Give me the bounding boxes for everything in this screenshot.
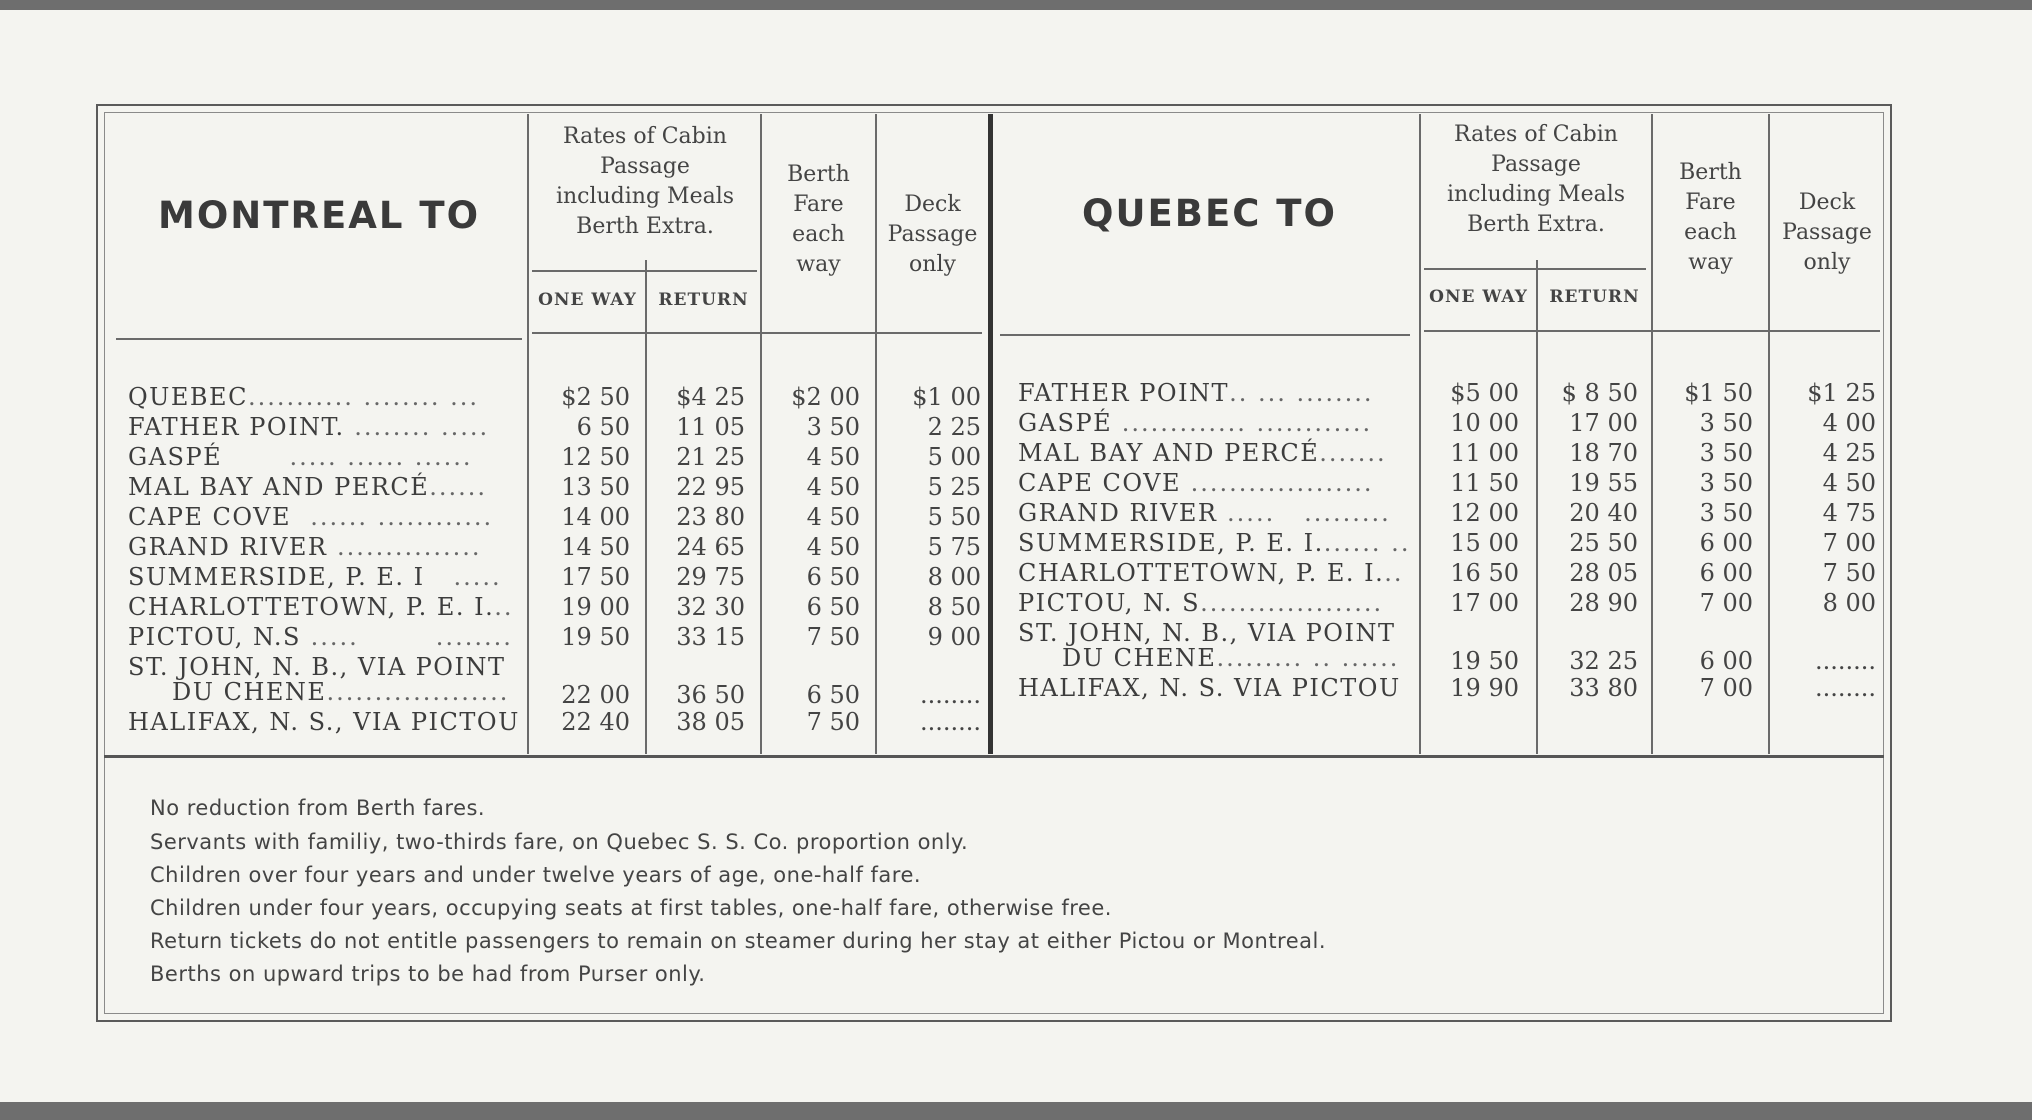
destination-name: PICTOU, N.S bbox=[128, 623, 301, 651]
montreal-one-way-header: ONE WAY bbox=[538, 290, 637, 310]
berth-fare: $1 50 bbox=[1684, 379, 1753, 407]
one-way-fare: 17 50 bbox=[561, 563, 630, 591]
leader-dots: ............... bbox=[327, 533, 482, 561]
return-fare: 33 15 bbox=[676, 623, 745, 651]
destination-name: QUEBEC bbox=[128, 383, 248, 411]
note-line: Children under four years, occupying seats at first tables, one-half fare, otherwise free. bbox=[150, 896, 1112, 920]
note-line: Return tickets do not entitle passengers to remain on steamer during her stay at either Pictou or Montreal. bbox=[150, 929, 1327, 953]
destination-name: MAL BAY AND PERCÉ bbox=[1018, 439, 1320, 467]
quebec-deck-header: Deck Passage only bbox=[1782, 190, 1872, 275]
deck-fare: 7 50 bbox=[1822, 559, 1876, 587]
leader-dots: ..... ......... bbox=[1217, 499, 1391, 527]
leader-dots: ........ ..... bbox=[344, 413, 490, 441]
destination-cell bbox=[128, 382, 526, 412]
destination-name: CHARLOTTETOWN, P. E. I. bbox=[128, 593, 495, 621]
destination-cell bbox=[128, 622, 526, 652]
return-fare: $ 8 50 bbox=[1561, 379, 1638, 407]
leader-dots: ...... ............ bbox=[290, 503, 494, 531]
note-line: No reduction from Berth fares. bbox=[150, 796, 486, 820]
return-fare: 33 80 bbox=[1569, 674, 1638, 702]
destination-name: HALIFAX, N. S. VIA PICTOU bbox=[1018, 674, 1401, 702]
one-way-fare: 22 00 bbox=[561, 681, 630, 709]
note-line: Children over four years and under twelve years of age, one-half fare. bbox=[150, 863, 922, 887]
destination-cell bbox=[128, 592, 526, 622]
destination-cell bbox=[1018, 438, 1416, 468]
destination-cell bbox=[128, 502, 526, 532]
destination-name: PICTOU, N. S bbox=[1018, 589, 1201, 617]
return-fare: 28 05 bbox=[1569, 559, 1638, 587]
leader-dots: ................... bbox=[1200, 589, 1384, 617]
one-way-fare: 12 50 bbox=[561, 443, 630, 471]
one-way-fare: $2 50 bbox=[561, 383, 630, 411]
one-way-fare: 14 00 bbox=[561, 503, 630, 531]
berth-fare: 3 50 bbox=[1699, 499, 1753, 527]
berth-fare: 6 50 bbox=[806, 681, 860, 709]
return-fare: 19 55 bbox=[1569, 469, 1638, 497]
berth-fare: 6 00 bbox=[1699, 529, 1753, 557]
destination-name: FATHER POINT bbox=[1018, 379, 1230, 407]
leader-dots: ................... bbox=[1180, 469, 1374, 497]
destination-cell bbox=[1018, 588, 1416, 618]
berth-fare: 4 50 bbox=[806, 473, 860, 501]
leader-dots: .. bbox=[1384, 559, 1404, 587]
leader-dots: ............. ............ bbox=[1112, 409, 1373, 437]
leader-dots: .. bbox=[494, 593, 514, 621]
destination-cell bbox=[128, 707, 526, 737]
destination-name: CHARLOTTETOWN, P. E. I. bbox=[1018, 559, 1385, 587]
destination-cell bbox=[128, 442, 526, 472]
one-way-fare: 15 00 bbox=[1450, 529, 1519, 557]
destination-cell bbox=[128, 472, 526, 502]
destination-name: SUMMERSIDE, P. E. I bbox=[128, 563, 425, 591]
deck-fare: 5 75 bbox=[927, 533, 981, 561]
deck-fare: 9 00 bbox=[927, 623, 981, 651]
deck-fare: ........ bbox=[1814, 647, 1876, 675]
destination-cell bbox=[128, 412, 526, 442]
montreal-col-rule bbox=[527, 114, 529, 754]
destination-cell bbox=[1018, 468, 1416, 498]
quebec-header-rule bbox=[1000, 334, 1410, 336]
berth-fare: 7 50 bbox=[806, 708, 860, 736]
return-fare: 11 05 bbox=[676, 413, 745, 441]
berth-fare: 7 00 bbox=[1699, 674, 1753, 702]
quebec-cabin-header: Rates of Cabin Passage including Meals Berth Extra. bbox=[1446, 122, 1626, 237]
deck-fare: 5 50 bbox=[927, 503, 981, 531]
document-page bbox=[0, 10, 2032, 1102]
berth-fare: 4 50 bbox=[806, 533, 860, 561]
berth-fare: 6 00 bbox=[1699, 647, 1753, 675]
destination-name: FATHER POINT. bbox=[128, 413, 345, 441]
destination-name: CAPE COVE bbox=[128, 503, 291, 531]
deck-fare: ........ bbox=[1814, 674, 1876, 702]
quebec-title: QUEBEC TO bbox=[1082, 192, 1337, 235]
return-fare: $4 25 bbox=[676, 383, 745, 411]
deck-fare: 5 25 bbox=[927, 473, 981, 501]
one-way-fare: 22 40 bbox=[561, 708, 630, 736]
one-way-fare: 13 50 bbox=[561, 473, 630, 501]
destination-name: ST. JOHN, N. B., VIA POINT bbox=[1018, 619, 1396, 647]
deck-fare: $1 00 bbox=[912, 383, 981, 411]
berth-fare: 7 00 bbox=[1699, 589, 1753, 617]
destination-cell bbox=[1018, 673, 1416, 703]
return-fare: 20 40 bbox=[1569, 499, 1638, 527]
quebec-berth-header: Berth Fare each way bbox=[1679, 160, 1742, 275]
deck-fare: 4 75 bbox=[1822, 499, 1876, 527]
destination-cell bbox=[1018, 378, 1416, 408]
destination-name: MAL BAY AND PERCÉ bbox=[128, 473, 430, 501]
one-way-fare: 19 50 bbox=[1450, 647, 1519, 675]
notes-separator bbox=[104, 755, 1884, 758]
return-fare: 32 30 bbox=[676, 593, 745, 621]
one-way-fare: 19 50 bbox=[561, 623, 630, 651]
deck-fare: 4 50 bbox=[1822, 469, 1876, 497]
destination-name: GASPÉ bbox=[1018, 409, 1113, 437]
leader-dots: ...... .. bbox=[1323, 529, 1411, 557]
center-divider bbox=[988, 114, 993, 754]
quebec-one-way-header: ONE WAY bbox=[1429, 287, 1528, 307]
destination-name: ST. JOHN, N. B., VIA POINT bbox=[128, 653, 506, 681]
note-line: Servants with familiy, two-thirds fare, on Quebec S. S. Co. proportion only. bbox=[150, 830, 969, 854]
montreal-berth-header: Berth Fare each way bbox=[787, 162, 850, 277]
leader-dots: ..... bbox=[424, 563, 502, 591]
return-fare: 18 70 bbox=[1569, 439, 1638, 467]
leader-dots: ................... bbox=[326, 678, 510, 706]
one-way-fare: 19 90 bbox=[1450, 674, 1519, 702]
montreal-cabin-header: Rates of Cabin Passage including Meals Berth Extra. bbox=[555, 124, 735, 239]
berth-fare: 7 50 bbox=[806, 623, 860, 651]
destination-name: GRAND RIVER bbox=[1018, 499, 1218, 527]
destination-cell-continued bbox=[1062, 643, 1416, 673]
destination-name: GRAND RIVER bbox=[128, 533, 328, 561]
quebec-header-rule bbox=[1424, 268, 1646, 270]
montreal-header-rule bbox=[532, 270, 757, 272]
leader-dots: ...... bbox=[429, 473, 488, 501]
leader-dots: ..... ...... ...... bbox=[222, 443, 473, 471]
one-way-fare: $5 00 bbox=[1450, 379, 1519, 407]
return-fare: 36 50 bbox=[676, 681, 745, 709]
deck-fare: 2 25 bbox=[927, 413, 981, 441]
berth-fare: 3 50 bbox=[1699, 439, 1753, 467]
one-way-fare: 11 00 bbox=[1450, 439, 1519, 467]
destination-cell bbox=[128, 562, 526, 592]
return-fare: 25 50 bbox=[1569, 529, 1638, 557]
berth-fare: 4 50 bbox=[806, 443, 860, 471]
deck-fare: 7 00 bbox=[1822, 529, 1876, 557]
berth-fare: 4 50 bbox=[806, 503, 860, 531]
one-way-fare: 10 00 bbox=[1450, 409, 1519, 437]
one-way-fare: 6 50 bbox=[576, 413, 630, 441]
leader-dots: ........... ........ ... bbox=[247, 383, 480, 411]
note-line: Berths on upward trips to be had from Purser only. bbox=[150, 962, 706, 986]
deck-fare: 8 00 bbox=[1822, 589, 1876, 617]
return-fare: 38 05 bbox=[676, 708, 745, 736]
montreal-header-rule bbox=[532, 332, 982, 334]
return-fare: 23 80 bbox=[676, 503, 745, 531]
return-fare: 21 25 bbox=[676, 443, 745, 471]
quebec-header-rule bbox=[1424, 330, 1880, 332]
return-fare: 29 75 bbox=[676, 563, 745, 591]
return-fare: 28 90 bbox=[1569, 589, 1638, 617]
berth-fare: 6 50 bbox=[806, 563, 860, 591]
berth-fare: 3 50 bbox=[1699, 469, 1753, 497]
destination-name: DU CHENE bbox=[172, 678, 327, 706]
berth-fare: 3 50 bbox=[1699, 409, 1753, 437]
one-way-fare: 16 50 bbox=[1450, 559, 1519, 587]
destination-name: DU CHENE bbox=[1062, 644, 1217, 672]
destination-cell bbox=[1018, 408, 1416, 438]
deck-fare: ........ bbox=[919, 681, 981, 709]
destination-name: HALIFAX, N. S., VIA PICTOU bbox=[128, 708, 520, 736]
deck-fare: 4 25 bbox=[1822, 439, 1876, 467]
berth-fare: 6 00 bbox=[1699, 559, 1753, 587]
destination-name: CAPE COVE bbox=[1018, 469, 1181, 497]
one-way-fare: 19 00 bbox=[561, 593, 630, 621]
berth-fare: $2 00 bbox=[791, 383, 860, 411]
destination-name: SUMMERSIDE, P. E. I. bbox=[1018, 529, 1324, 557]
leader-dots: ....... bbox=[1319, 439, 1387, 467]
destination-cell-continued bbox=[172, 677, 526, 707]
return-fare: 17 00 bbox=[1569, 409, 1638, 437]
one-way-fare: 11 50 bbox=[1450, 469, 1519, 497]
deck-fare: 4 00 bbox=[1822, 409, 1876, 437]
destination-cell bbox=[1018, 498, 1416, 528]
destination-name: GASPÉ bbox=[128, 443, 223, 471]
deck-fare: $1 25 bbox=[1807, 379, 1876, 407]
deck-fare: 5 00 bbox=[927, 443, 981, 471]
destination-cell bbox=[1018, 528, 1416, 558]
leader-dots: .. ... ........ bbox=[1229, 379, 1374, 407]
one-way-fare: 14 50 bbox=[561, 533, 630, 561]
deck-fare: ........ bbox=[919, 708, 981, 736]
leader-dots: ..... ........ bbox=[301, 623, 513, 651]
return-fare: 32 25 bbox=[1569, 647, 1638, 675]
deck-fare: 8 50 bbox=[927, 593, 981, 621]
leader-dots: ......... .. ...... bbox=[1216, 644, 1400, 672]
one-way-fare: 12 00 bbox=[1450, 499, 1519, 527]
quebec-return-header: RETURN bbox=[1549, 287, 1640, 307]
berth-fare: 3 50 bbox=[806, 413, 860, 441]
one-way-fare: 17 00 bbox=[1450, 589, 1519, 617]
return-fare: 24 65 bbox=[676, 533, 745, 561]
destination-cell bbox=[128, 532, 526, 562]
deck-fare: 8 00 bbox=[927, 563, 981, 591]
montreal-deck-header: Deck Passage only bbox=[887, 192, 978, 277]
destination-cell bbox=[1018, 558, 1416, 588]
montreal-return-header: RETURN bbox=[658, 290, 749, 310]
return-fare: 22 95 bbox=[676, 473, 745, 501]
berth-fare: 6 50 bbox=[806, 593, 860, 621]
montreal-header-rule bbox=[116, 338, 522, 340]
montreal-title: MONTREAL TO bbox=[158, 194, 481, 237]
